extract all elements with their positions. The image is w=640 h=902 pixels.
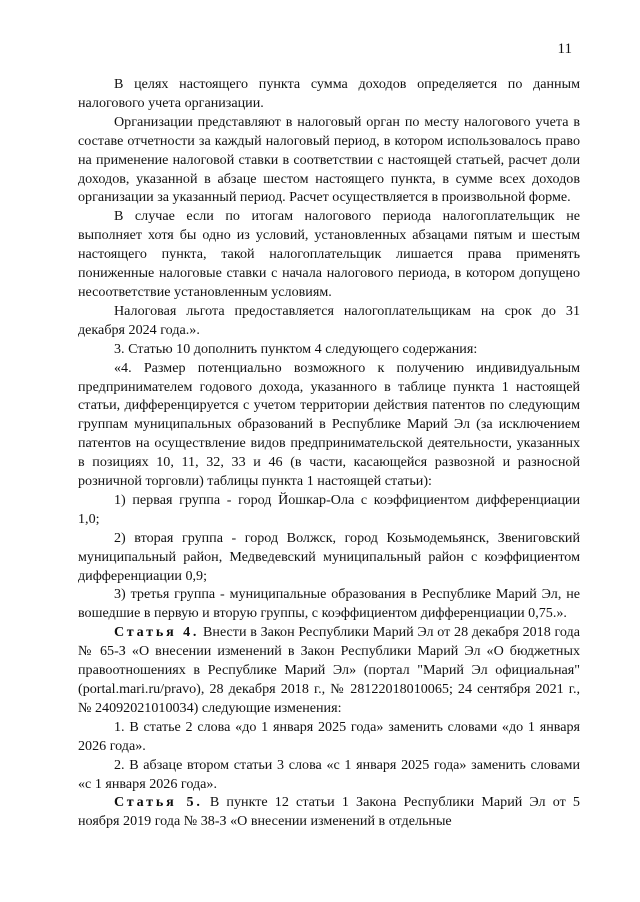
- paragraph: Организации представляют в налоговый орган по месту налогового учета в составе отчетности за каждый налоговый период, в котором использовалось право на применение налоговой ставки в соответствии с настоящей статьей, расчет доли доходов, указанной в абзаце шестом настоящего пункта, в сумме всех доходов организации за указанный период. Расчет осуществляется в произвольной форме.: [78, 113, 580, 206]
- paragraph: «4. Размер потенциально возможного к получению индивидуальным предпринимателем годового дохода, указанного в таблице пункта 1 настоящей статьи, дифференцируется с учетом территории действия патентов по следующим группам муниципальных образований в Республике Марий Эл (за исключением патентов на осуществление видов предпринимательской деятельности, указанных в позициях 10, 11, 32, 33 и 46 (в части, касающейся развозной и разносной розничной торговли) таблицы пункта 1 настоящей статьи):: [78, 359, 580, 490]
- paragraph: 3. Статью 10 дополнить пунктом 4 следующего содержания:: [114, 340, 478, 357]
- paragraph: В случае если по итогам налогового периода налогоплательщик не выполняет хотя бы одно из условий, установленных абзацами пятым и шестым настоящего пункта, такой налогоплательщик лишается права применять пониженные налоговые ставки с начала налогового периода, в котором допущено несоответствие установленным условиям.: [78, 208, 580, 300]
- paragraph: Налоговая льгота предоставляется налогоплательщикам на срок до 31 декабря 2024 года.».: [78, 302, 580, 338]
- article-5-paragraph: [78, 793, 580, 831]
- page-number: 11: [557, 41, 572, 57]
- article-5-heading: Статья 5.: [114, 794, 203, 811]
- list-item: 2. В абзаце втором статьи 3 слова «с 1 января 2025 года» заменить словами «с 1 января 2026 года».: [78, 756, 580, 792]
- article-4-text: Внести в Закон Республики Марий Эл от 28 декабря 2018 года № 65-З «О внесении изменений в Закон Республики Марий Эл «О бюджетных правоотношениях в Республике Марий Эл» (портал "Марий Эл официальная" (portal.mari.ru/pravo), 28 декабря 2018 г., № 28122018010065; 24 сентября 2021 г., № 24092021010034) следующие изменения:: [78, 624, 580, 716]
- paragraph: В целях настоящего пункта сумма доходов определяется по данным налогового учета организации.: [78, 76, 580, 111]
- article-4-paragraph: [78, 623, 580, 718]
- list-item: 2) вторая группа - город Волжск, город Козьмодемьянск, Звениговский муниципальный район, Медведевский муниципальный район с коэффициентом дифференциации 0,9;: [78, 529, 580, 584]
- list-item: 3) третья группа - муниципальные образования в Республике Марий Эл, не вошедшие в первую и вторую группы, с коэффициентом дифференциации 0,75.».: [78, 586, 580, 622]
- article-4-heading: Статья 4.: [114, 624, 200, 641]
- list-item: 1. В статье 2 слова «до 1 января 2025 года» заменить словами «до 1 января 2026 года».: [78, 718, 580, 754]
- article-5-text: В пункте 12 статьи 1 Закона Республики Марий Эл от 5 ноября 2019 года № 38-З «О внесении изменений в отдельные: [78, 794, 580, 830]
- list-item: 1) первая группа - город Йошкар-Ола с коэффициентом дифференциации 1,0;: [78, 491, 580, 527]
- document-body: [78, 75, 580, 831]
